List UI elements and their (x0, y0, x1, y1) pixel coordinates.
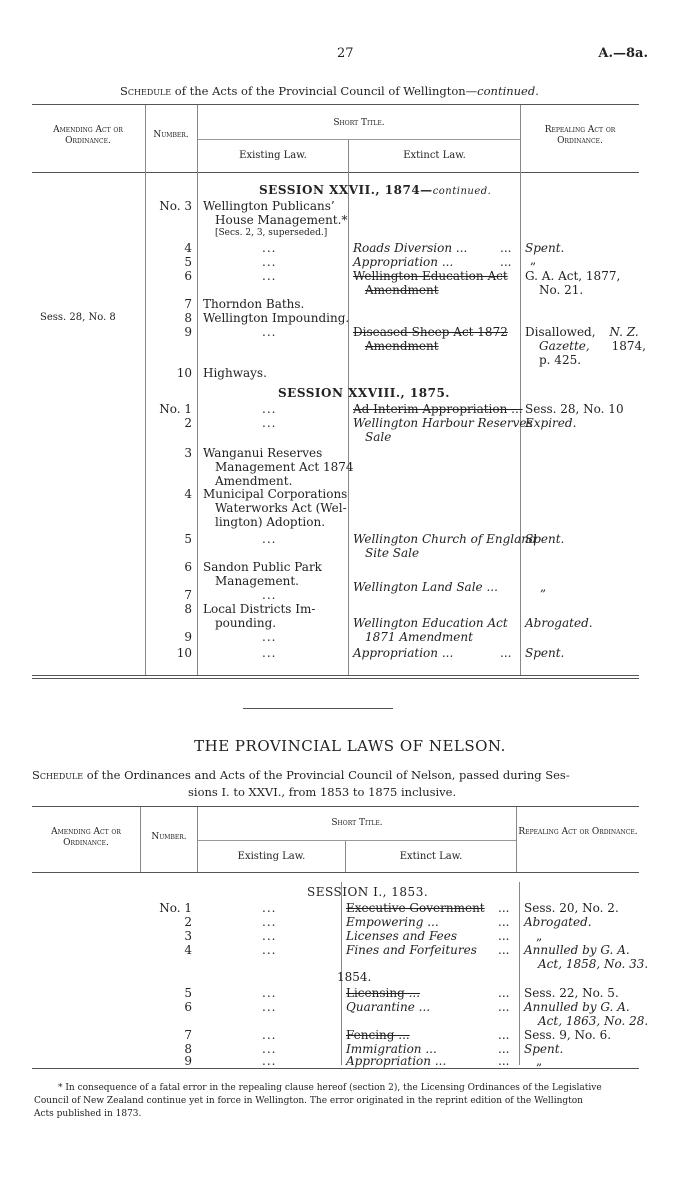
header-amending: Amending Act or Ordinance. (51, 827, 121, 848)
existing-law: Sandon Public Park (203, 560, 322, 574)
caption-text: of the Acts of the Provincial Council of Wellington— (174, 84, 478, 98)
row-number: 3 (184, 446, 192, 460)
amending-act: Sess. 28, No. 8 (40, 312, 116, 323)
existing-dots: ... (262, 943, 277, 957)
wellington-schedule-caption (120, 84, 539, 98)
repealing-act-cont: Act, 1858, No. 33. (538, 957, 649, 971)
extinct-law: Licensing ... (346, 986, 421, 1000)
header-amending: Amending Act or Ordinance. (53, 125, 123, 146)
extinct-dots: ... (498, 986, 510, 1000)
extinct-dots: ... (500, 241, 512, 255)
extinct-law: Wellington Education Act (353, 269, 508, 283)
existing-law: Wanganui Reserves (203, 446, 323, 460)
row-number: No. 1 (159, 901, 192, 915)
existing-dots: ... (262, 402, 277, 416)
row-number: 3 (184, 929, 192, 943)
extinct-dots: ... (498, 901, 510, 915)
row-number: 5 (184, 986, 192, 1000)
session-28-heading: SESSION XXVIII., 1875. (278, 386, 450, 400)
extinct-dots: ... (498, 943, 510, 957)
row-number: 10 (176, 646, 192, 660)
row-number: 4 (184, 943, 192, 957)
table-top-rule (32, 104, 639, 105)
extinct-law: Empowering ... (346, 915, 439, 929)
repealing-act: Abrogated. (525, 616, 593, 630)
extinct-law: Appropriation ... (353, 646, 454, 660)
existing-law-note: [Secs. 2, 3, superseded.] (215, 228, 328, 238)
ditto-mark: „ (536, 1054, 543, 1068)
row-number: No. 3 (159, 199, 192, 213)
nelson-title: THE PROVINCIAL LAWS OF NELSON. (194, 737, 506, 755)
header-bottom-rule (32, 872, 639, 873)
existing-dots: ... (262, 269, 277, 283)
caption-text: of the Ordinances and Acts of the Provincial Council of Nelson, passed during Ses- (86, 768, 570, 782)
existing-dots: ... (262, 986, 277, 1000)
repealing-act: Annulled by G. A. (524, 943, 630, 957)
existing-dots: ... (262, 416, 277, 430)
row-number: 9 (184, 325, 192, 339)
repealing-act: Annulled by G. A. (524, 1000, 630, 1014)
row-number: 7 (184, 1028, 192, 1042)
extinct-dots: ... (500, 255, 512, 269)
repealing-act: Spent. (525, 532, 565, 546)
repealing-act: Spent. (525, 646, 565, 660)
row-number: 4 (184, 487, 192, 501)
repealing-nz: N. Z. (609, 325, 639, 339)
existing-law-cont2: Amendment. (215, 474, 293, 488)
caption-continued: continued. (477, 84, 539, 98)
extinct-law: Wellington Education Act (353, 616, 508, 630)
nelson-caption-line2: sions I. to XXVI., from 1853 to 1875 inclusive. (188, 785, 457, 799)
extinct-law-cont: Amendment (365, 283, 439, 297)
extinct-law: Wellington Harbour Reserves (353, 416, 533, 430)
extinct-law: Wellington Land Sale ... (353, 580, 498, 594)
existing-dots: ... (262, 1042, 277, 1056)
footnote-line-3: Acts published in 1873. (34, 1109, 142, 1119)
extinct-law: Diseased Sheep Act 1872 (353, 325, 508, 339)
repealing-act: Expired. (525, 416, 577, 430)
short-title-divider (197, 139, 520, 140)
existing-law-cont: House Management.* (215, 213, 348, 227)
repealing-act: Spent. (524, 1042, 564, 1056)
header-number: Number. (151, 832, 187, 842)
existing-law-cont: Management. (215, 574, 299, 588)
existing-dots: ... (262, 255, 277, 269)
table-top-rule (32, 806, 639, 807)
extinct-law: Fencing ... (346, 1028, 410, 1042)
header-short-title: Short Title. (331, 818, 383, 828)
repealing-act-cont (539, 339, 646, 353)
extinct-law: Licenses and Fees (346, 929, 457, 943)
header-extinct: Extinct Law. (399, 851, 463, 862)
row-number: 9 (184, 630, 192, 644)
session-27-label: SESSION XXVII., 1874— (259, 183, 433, 197)
repealing-act: Sess. 22, No. 5. (524, 986, 619, 1000)
extinct-law: Appropriation ... (346, 1054, 447, 1068)
row-number: 9 (184, 1054, 192, 1068)
ditto-mark: „ (530, 253, 537, 267)
row-number: 2 (184, 416, 192, 430)
existing-dots: ... (262, 901, 277, 915)
col-divider-3 (348, 140, 349, 675)
extinct-law: Executive Government (346, 901, 485, 915)
extinct-law: Fines and Forfeitures (346, 943, 477, 957)
row-number: 4 (184, 241, 192, 255)
existing-dots: ... (262, 646, 277, 660)
row-number: No. 1 (159, 402, 192, 416)
repealing-act (525, 325, 639, 339)
extinct-law: Quarantine ... (346, 1000, 431, 1014)
extinct-law-cont: Amendment (365, 339, 439, 353)
row-number: 2 (184, 915, 192, 929)
header-short-title: Short Title. (333, 118, 385, 128)
header-bottom-rule (32, 172, 639, 173)
repealing-act: Sess. 9, No. 6. (524, 1028, 612, 1042)
session-27-continued: continued. (432, 186, 492, 197)
header-repealing: Repealing Act or Ordinance. (544, 125, 616, 146)
table-bottom-rule (32, 675, 639, 676)
header-existing: Existing Law. (237, 851, 306, 862)
row-number: 8 (184, 602, 192, 616)
existing-dots: ... (262, 241, 277, 255)
col-divider-2 (197, 807, 198, 872)
nelson-caption-line1 (32, 768, 570, 782)
extinct-law: Appropriation ... (353, 255, 454, 269)
existing-dots: ... (262, 915, 277, 929)
row-number: 6 (184, 269, 192, 283)
existing-dots: ... (262, 1028, 277, 1042)
repealing-year: 1874, (611, 339, 646, 353)
existing-dots: ... (262, 588, 277, 602)
existing-law-cont: Management Act 1874 (215, 460, 354, 474)
caption-schedule-word: Schedule (32, 768, 84, 782)
col-divider-4 (519, 882, 520, 1065)
extinct-dots: ... (498, 1028, 510, 1042)
extinct-law: Immigration ... (346, 1042, 437, 1056)
header-repealing: Repealing Act or Ordinance. (518, 827, 638, 837)
extinct-dots: ... (498, 1042, 510, 1056)
repealing-act: Sess. 28, No. 10 (525, 402, 624, 416)
existing-law-cont: Waterworks Act (Wel- (215, 501, 347, 515)
existing-law: Municipal Corporations (203, 487, 348, 501)
existing-law-cont2: lington) Adoption. (215, 515, 326, 529)
repealing-act: Abrogated. (524, 915, 592, 929)
ditto-mark: „ (536, 929, 543, 943)
existing-dots: ... (262, 1054, 277, 1068)
existing-law-cont: pounding. (215, 616, 277, 630)
extinct-law-cont: Site Sale (365, 546, 420, 560)
existing-law: Wellington Impounding. (203, 311, 350, 325)
repealing-act: Sess. 20, No. 2. (524, 901, 619, 915)
extinct-dots: ... (498, 915, 510, 929)
existing-dots: ... (262, 1000, 277, 1014)
row-number: 8 (184, 1042, 192, 1056)
extinct-dots: ... (498, 929, 510, 943)
row-number: 5 (184, 255, 192, 269)
existing-dots: ... (262, 929, 277, 943)
existing-law: Wellington Publicans’ (203, 199, 335, 213)
existing-dots: ... (262, 630, 277, 644)
repealing-act-cont: Act, 1863, No. 28. (538, 1014, 649, 1028)
repealing-act-cont: No. 21. (539, 283, 584, 297)
session-1-heading: SESSION I., 1853. (307, 885, 429, 899)
session-27-heading (259, 183, 491, 197)
table-bottom-rule (32, 1068, 639, 1069)
existing-law: Thorndon Baths. (203, 297, 305, 311)
extinct-law: Roads Diversion ... (353, 241, 468, 255)
footnote-line-1: * In consequence of a fatal error in the repealing clause hereof (section 2), the Licensing Ordinances of the Legislative (58, 1083, 602, 1093)
repealing-gazette: Gazette, (539, 339, 590, 353)
existing-dots: ... (262, 325, 277, 339)
table-bottom-rule-2 (32, 678, 639, 679)
extinct-dots: ... (498, 1000, 510, 1014)
footnote-line-2: Council of New Zealand continue yet in force in Wellington. The error originated in the reprint edition of the Wellington (34, 1096, 583, 1106)
col-divider-4 (520, 105, 521, 675)
extinct-law: Wellington Church of England (353, 532, 537, 546)
row-number: 8 (184, 311, 192, 325)
row-number: 5 (184, 532, 192, 546)
header-number: Number. (153, 130, 189, 140)
extinct-law-cont: Sale (365, 430, 392, 444)
ditto-mark: „ (540, 580, 547, 594)
extinct-dots: ... (498, 1054, 510, 1068)
repealing-act-page: p. 425. (539, 353, 582, 367)
row-number: 7 (184, 297, 192, 311)
repealing-disallowed: Disallowed, (525, 325, 596, 339)
short-title-divider (198, 840, 516, 841)
header-extinct: Extinct Law. (403, 150, 466, 161)
section-separator (243, 708, 393, 709)
extinct-dots: ... (500, 646, 512, 660)
year-heading: 1854. (337, 970, 372, 984)
document-reference: A.—8a. (598, 46, 648, 61)
extinct-law: Ad Interim Appropriation ... (353, 402, 523, 416)
page-number: 27 (337, 46, 354, 61)
col-divider-2 (197, 105, 198, 675)
repealing-act: G. A. Act, 1877, (525, 269, 621, 283)
existing-law: Highways. (203, 366, 267, 380)
col-divider-4-head (516, 807, 517, 872)
row-number: 7 (184, 588, 192, 602)
row-number: 6 (184, 1000, 192, 1014)
header-existing: Existing Law. (239, 150, 307, 161)
existing-dots: ... (262, 532, 277, 546)
repealing-act: Spent. (525, 241, 565, 255)
row-number: 10 (176, 366, 192, 380)
extinct-law-cont: 1871 Amendment (365, 630, 473, 644)
row-number: 6 (184, 560, 192, 574)
existing-law: Local Districts Im- (203, 602, 316, 616)
caption-schedule-word: Schedule (120, 84, 172, 98)
